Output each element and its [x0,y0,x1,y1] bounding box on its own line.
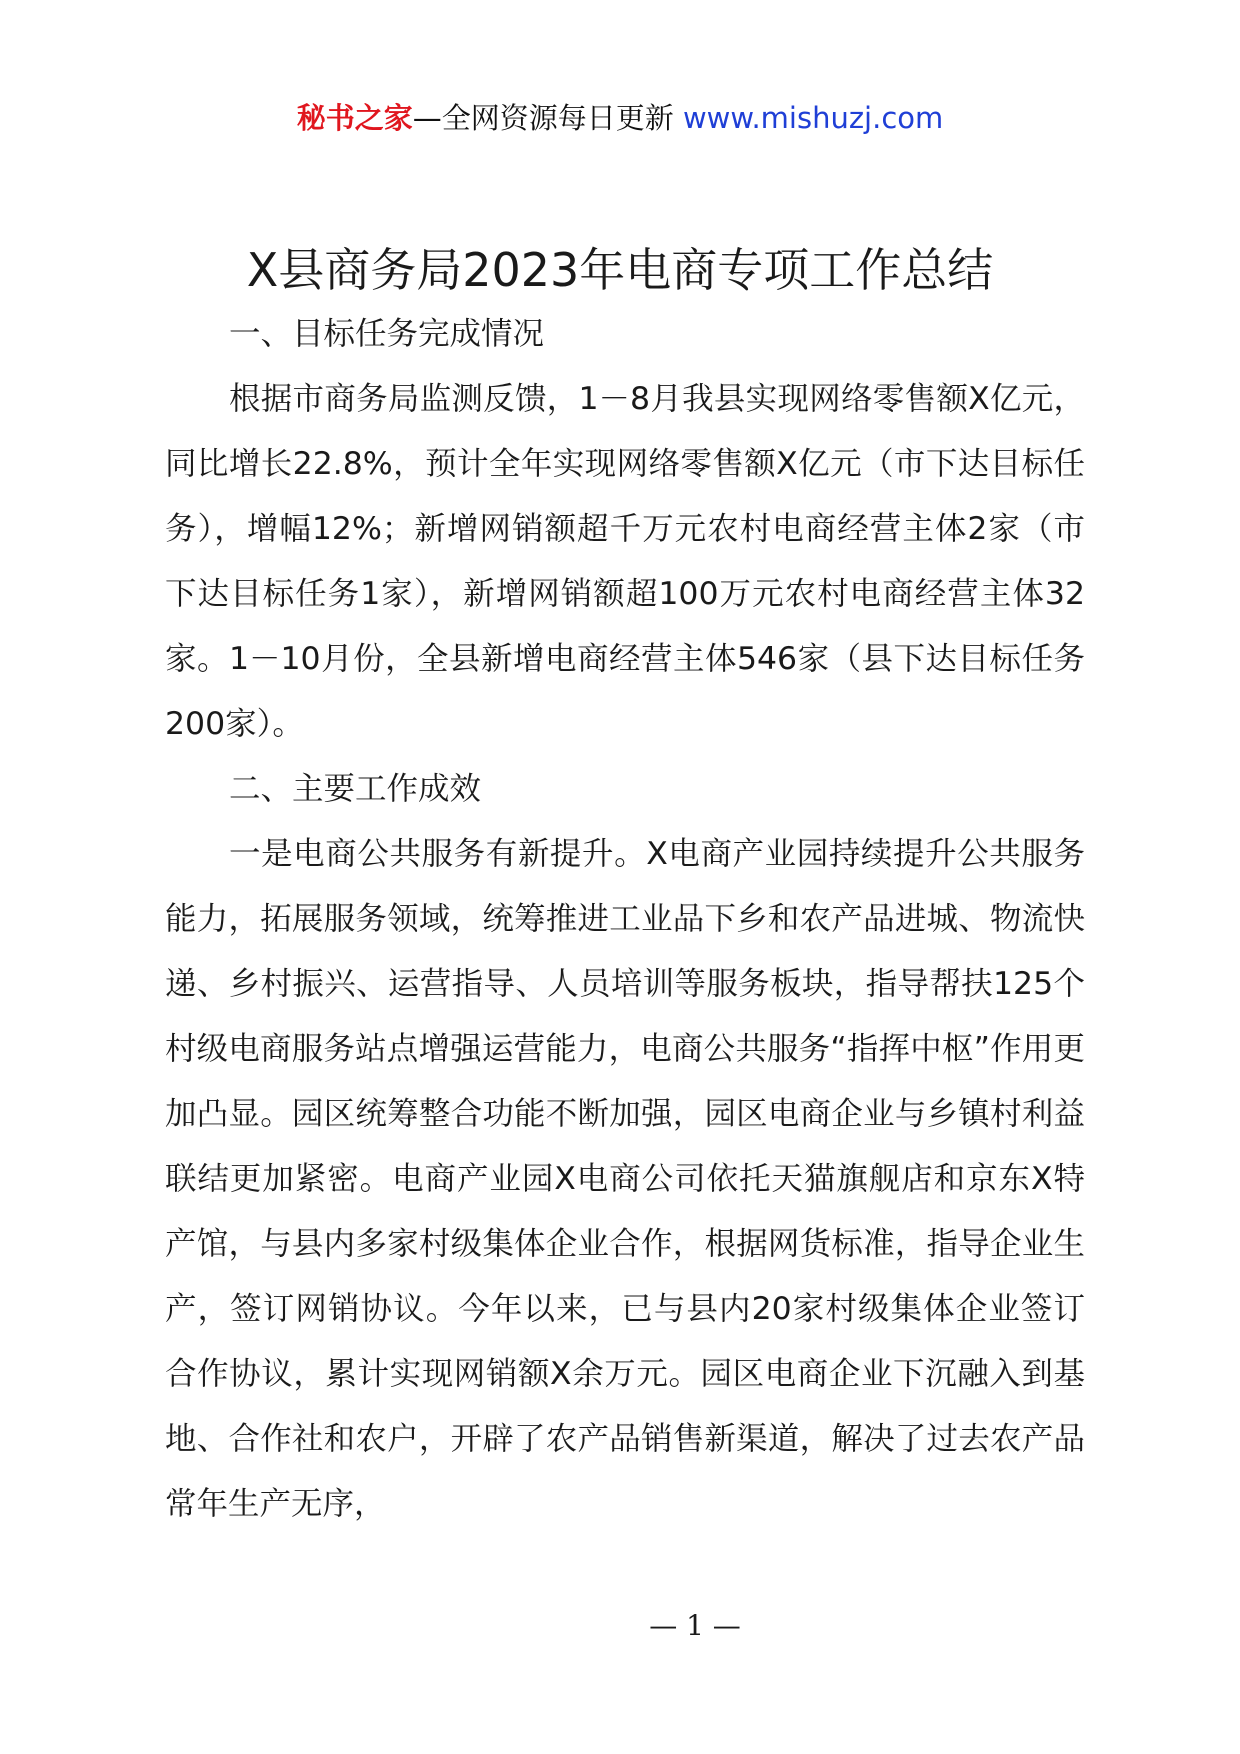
document-body [165,302,1085,1537]
page-number: — 1 — [649,1609,741,1642]
achievements-paragraph: 一是电商公共服务有新提升。X电商产业园持续提升公共服务能力，拓展服务领域，统筹推进工业品下乡和农产品进城、物流快递、乡村振兴、运营指导、人员培训等服务板块，指导帮扶125个村级电商服务站点增强运营能力，电商公共服务“指挥中枢”作用更加凸显。园区统筹整合功能不断加强，园区电商企业与乡镇村利益联结更加紧密。电商产业园X电商公司依托天猫旗舰店和京东X特产馆，与县内多家村级集体企业合作，根据网货标准，指导企业生产，签订网销协议。今年以来，已与县内20家村级集体企业签订合作协议，累计实现网销额X余万元。园区电商企业下沉融入到基地、合作社和农户，开辟了农产品销售新渠道，解决了过去农产品常年生产无序， [165,836,1085,1522]
section-heading-targets: 一、目标任务完成情况 [229,316,545,352]
section-heading-achievements: 二、主要工作成效 [229,771,482,807]
site-url-link[interactable]: www.mishuzj.com [682,101,944,135]
site-brand: 秘书之家 [296,101,413,135]
targets-paragraph: 根据市商务局监测反馈，1－8月我县实现网络零售额X亿元，同比增长22.8%，预计全年实现网络零售额X亿元（市下达目标任务），增幅12%；新增网销额超千万元农村电商经营主体2家（市下达目标任务1家），新增网销额超100万元农村电商经营主体32家。1－10月份，全县新增电商经营主体546家（县下达目标任务200家）。 [165,381,1085,742]
site-tagline: —全网资源每日更新 [412,101,683,135]
site-banner [0,98,1240,138]
document-title: X县商务局2023年电商专项工作总结 [246,243,994,297]
